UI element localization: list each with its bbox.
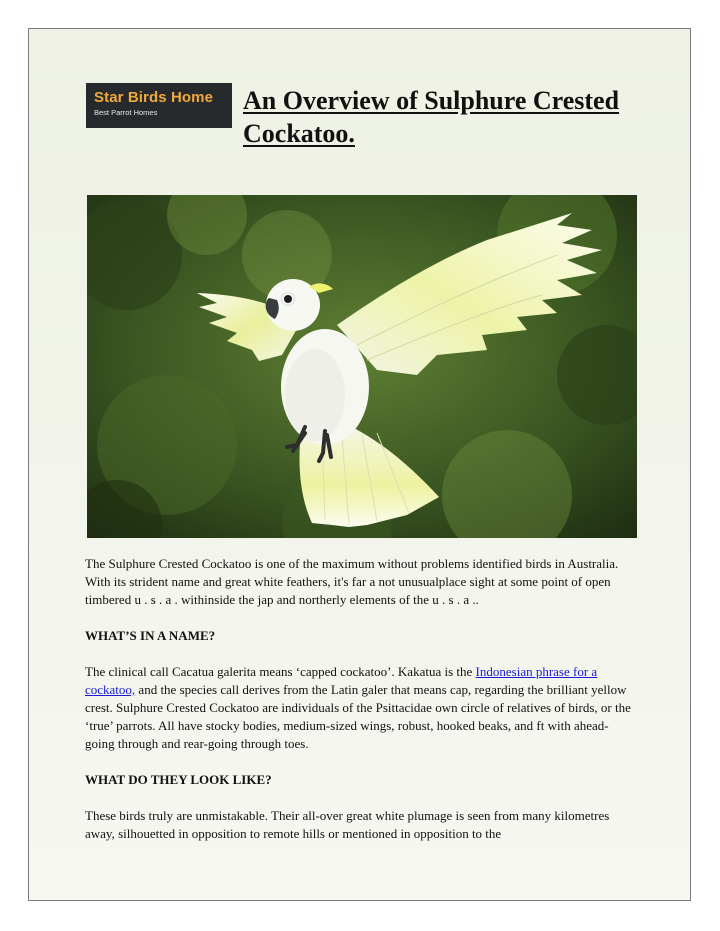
- intro-paragraph: The Sulphure Crested Cockatoo is one of the maximum without problems identified birds in Australia. With its strident name and great white feathers, it's far a not unusualplace sight at some point of open timbered u . s . a . withinside the jap and northerly elements of the u . s . a ..: [85, 556, 619, 607]
- page-title: An Overview of Sulphure Crested Cockatoo.: [243, 86, 620, 148]
- name-paragraph: [85, 663, 637, 753]
- logo-tagline: Best Parrot Homes: [94, 108, 158, 117]
- name-text-before: The clinical call Cacatua galerita means ‘capped cockatoo’. Kakatua is the: [85, 664, 476, 679]
- heading-name: WHAT’S IN A NAME?: [85, 628, 216, 643]
- heading-look: WHAT DO THEY LOOK LIKE?: [85, 772, 272, 787]
- name-text-after: and the species call derives from the Latin galer that means cap, regarding the brilliant yellow crest. Sulphure Crested Cockatoo are individuals of the Psittacidae own circle of relatives of birds, or the ‘true’ parrots. All have stocky bodies, medium-sized wings, robust, hooked beaks, and ft with ahead-going through and rear-going through toes.: [85, 682, 631, 751]
- indonesian-phrase-link[interactable]: Indonesian phrase for a cockatoo,: [85, 664, 598, 697]
- look-paragraph: These birds truly are unmistakable. Their all-over great white plumage is seen from many kilometres away, silhouetted in opposition to remote hills or mentioned in opposition to the: [85, 808, 610, 841]
- article-body: [85, 555, 637, 861]
- cockatoo-photo: [87, 195, 637, 538]
- site-logo[interactable]: [86, 83, 232, 128]
- cockatoo-illustration: [87, 195, 637, 538]
- logo-name: Star Birds Home: [94, 89, 214, 106]
